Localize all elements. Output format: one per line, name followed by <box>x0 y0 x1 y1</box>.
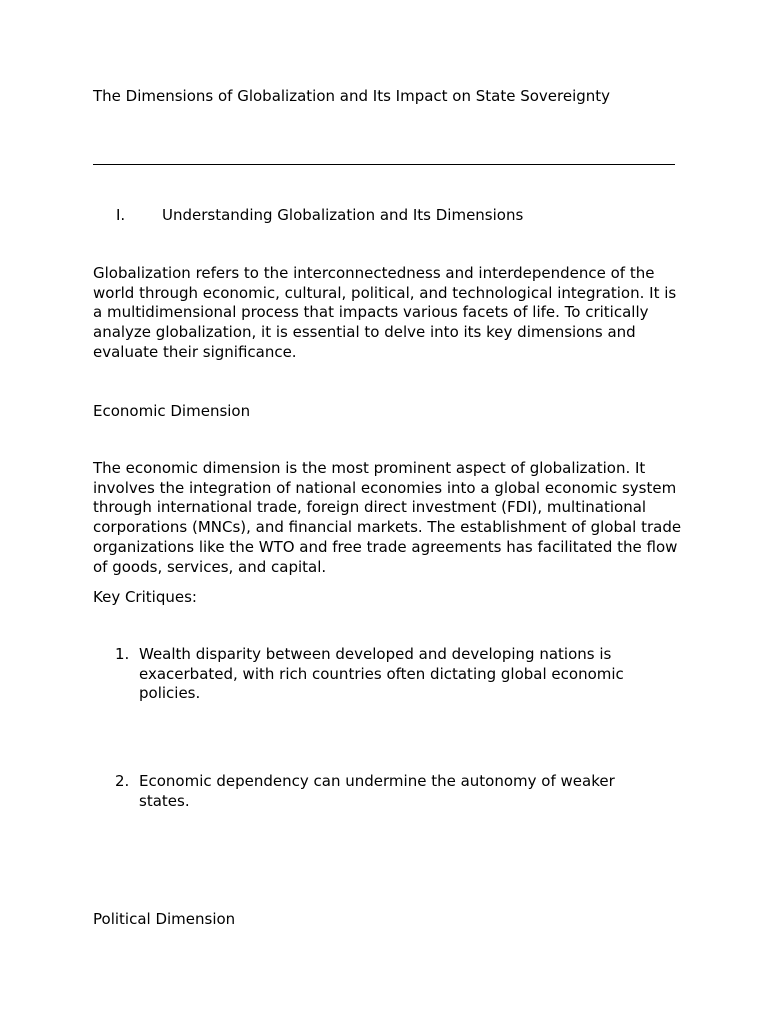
horizontal-rule <box>93 164 675 165</box>
list-item-text: Economic dependency can undermine the autonomy of weaker states. <box>139 772 615 810</box>
list-item-number: 2. <box>115 772 130 790</box>
list-item-text: Wealth disparity between developed and developing nations is exacerbated, with rich countries often dictating global economic policies. <box>139 645 624 703</box>
key-critiques-label: Key Critiques: <box>93 588 197 606</box>
economic-dimension-heading: Economic Dimension <box>93 402 251 420</box>
document-title: The Dimensions of Globalization and Its Impact on State Sovereignty <box>93 87 611 105</box>
political-dimension-heading: Political Dimension <box>93 910 236 928</box>
section-title: Understanding Globalization and Its Dimensions <box>162 206 524 224</box>
list-item-number: 1. <box>115 645 130 663</box>
section-number: I. <box>116 206 126 224</box>
intro-paragraph: Globalization refers to the interconnectedness and interdependence of the world through economic, cultural, political, and technological integration. It is a multidimensional process that impacts various facets of life. To critically analyze globalization, it is essential to delve into its key dimensions and evaluate their significance. <box>93 264 677 361</box>
economic-paragraph: The economic dimension is the most prominent aspect of globalization. It involves the integration of national economies into a global economic system through international trade, foreign direct investment (FDI), multinational corporations (MNCs), and financial markets. The establishment of global trade organizations like the WTO and free trade agreements has facilitated the flow of goods, services, and capital. <box>93 459 682 576</box>
